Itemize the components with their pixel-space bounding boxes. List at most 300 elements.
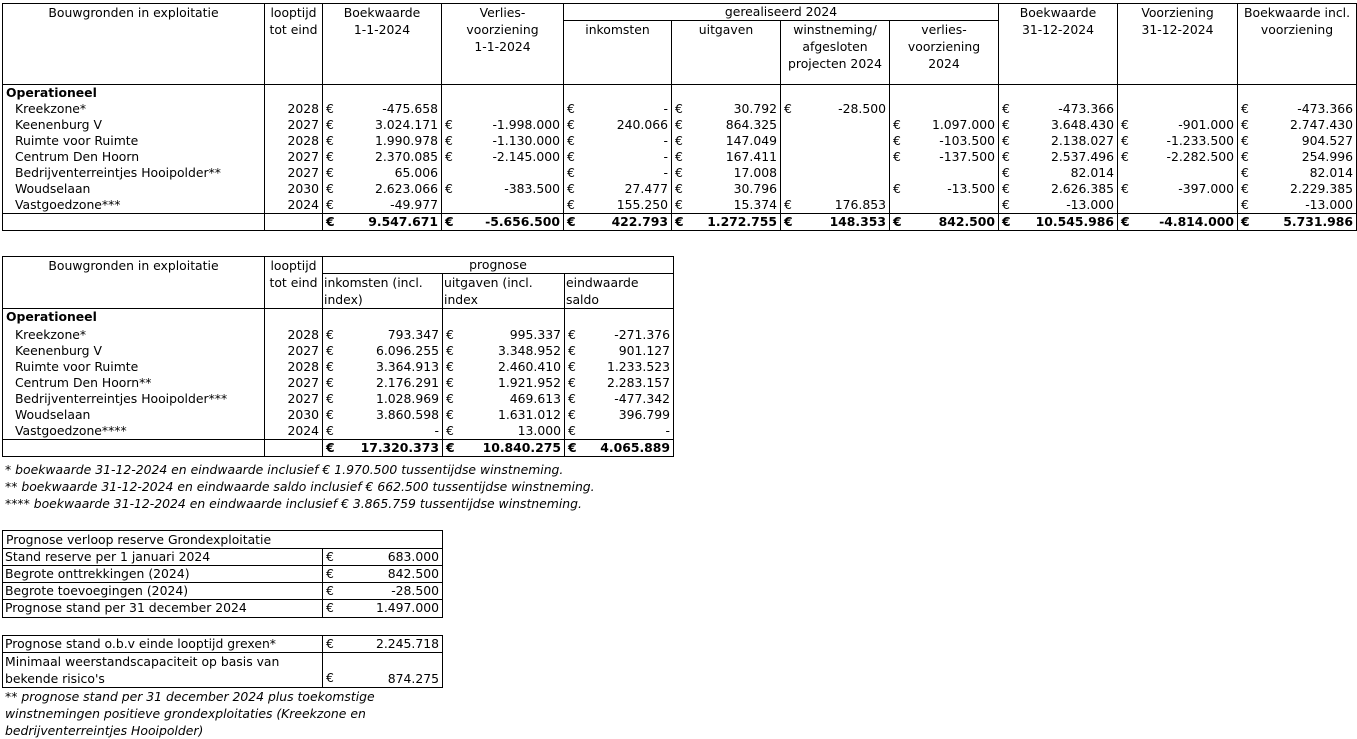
currency-symbol: € [784, 101, 792, 116]
table-prognose [2, 256, 674, 457]
currency-symbol: € [326, 439, 335, 455]
currency-symbol: € [1121, 117, 1129, 132]
footnote-line: ** prognose stand per 31 december 2024 plus toekomstige [5, 689, 375, 704]
header-line: 2024 [928, 56, 960, 71]
amount-value: -477.342 [614, 390, 671, 406]
amount-value: 2.245.718 [375, 636, 439, 651]
project-name: Vastgoedzone**** [3, 423, 265, 440]
looptijd-cell: 2024 [265, 423, 323, 440]
amount-cell [443, 343, 565, 359]
project-name: Centrum Den Hoorn** [3, 375, 265, 391]
header-line: eindwaarde [566, 275, 639, 290]
currency-symbol: € [446, 358, 454, 374]
amount-value: 9.547.671 [368, 214, 438, 229]
amount-value: 147.049 [725, 133, 777, 148]
amount-value: 1.990.978 [374, 133, 438, 148]
amount-cell [564, 214, 672, 231]
empty-cell [1118, 85, 1238, 102]
currency-symbol: € [1241, 101, 1249, 116]
empty-cell [890, 85, 999, 102]
currency-symbol: € [567, 197, 575, 212]
amount-value: 842.500 [387, 566, 440, 581]
table-gerealiseerd-2024 [2, 3, 1357, 231]
amount-cell [565, 343, 674, 359]
amount-cell [781, 214, 890, 231]
currency-symbol: € [1121, 133, 1129, 148]
project-name: Keenenburg V [3, 343, 265, 359]
amount-value: 2.460.410 [497, 358, 561, 374]
group-row [3, 85, 1357, 102]
column-header [442, 4, 564, 85]
header-line: uitgaven (incl. [444, 275, 533, 290]
column-header [265, 257, 323, 309]
column-header [3, 257, 265, 309]
amount-cell [999, 101, 1118, 117]
project-name: Keenenburg V [3, 117, 265, 133]
table-row [3, 391, 674, 407]
table-row [3, 117, 1357, 133]
amount-value: 176.853 [834, 197, 886, 212]
amount-cell [323, 359, 443, 375]
currency-symbol: € [446, 390, 454, 406]
currency-symbol: € [445, 117, 453, 132]
header-line: index [444, 292, 478, 307]
amount-cell [565, 423, 674, 440]
amount-value: -475.658 [382, 101, 438, 116]
project-name: Ruimte voor Ruimte [3, 133, 265, 149]
currency-symbol: € [567, 165, 575, 180]
amount-cell [323, 197, 442, 214]
amount-value: 1.097.000 [931, 117, 996, 132]
currency-symbol: € [675, 133, 683, 148]
footnote-line: bedrijventerreintjes Hooipolder) [5, 723, 204, 738]
amount-cell [323, 133, 442, 149]
amount-value: 10.545.986 [1035, 214, 1115, 229]
amount-value: 995.337 [509, 326, 561, 342]
currency-symbol: € [1241, 165, 1249, 180]
header-line: prognose [469, 257, 527, 272]
amount-cell [564, 181, 672, 197]
currency-symbol: € [568, 374, 576, 390]
currency-symbol: € [1121, 214, 1130, 229]
project-name: Woudselaan [3, 181, 265, 197]
header-line: Bouwgronden in exploitatie [48, 258, 219, 273]
currency-symbol: € [445, 181, 453, 196]
amount-value: - [434, 422, 439, 438]
amount-cell [1238, 181, 1357, 197]
currency-symbol: € [567, 117, 575, 132]
currency-symbol: € [675, 101, 683, 116]
title-row [3, 531, 443, 549]
empty-cell [565, 309, 674, 327]
looptijd-cell: 2027 [265, 149, 323, 165]
amount-value: 2.537.496 [1050, 149, 1115, 164]
header-line: saldo [566, 292, 599, 307]
amount-cell [890, 117, 999, 133]
table-row [3, 181, 1357, 197]
header-line: 31-12-2024 [1022, 22, 1095, 37]
looptijd-cell: 2030 [265, 181, 323, 197]
amount-cell [999, 133, 1118, 149]
amount-cell [1118, 214, 1238, 231]
project-name: Vastgoedzone*** [3, 197, 265, 214]
currency-symbol: € [568, 406, 576, 422]
amount-value: -901.000 [1178, 117, 1235, 132]
amount-cell [999, 214, 1118, 231]
table-title: Prognose verloop reserve Grondexploitatie [3, 531, 443, 549]
currency-symbol: € [893, 149, 901, 164]
amount-value: -271.376 [614, 326, 671, 342]
table-row [3, 407, 674, 423]
header-line: inkomsten [585, 22, 650, 37]
amount-cell [999, 117, 1118, 133]
looptijd-cell: 2027 [265, 165, 323, 181]
amount-value: 82.014 [1309, 165, 1354, 180]
row-label: Stand reserve per 1 januari 2024 [3, 549, 323, 566]
currency-symbol: € [567, 133, 575, 148]
currency-symbol: € [1002, 149, 1010, 164]
currency-symbol: € [568, 439, 577, 455]
currency-symbol: € [326, 406, 334, 422]
currency-symbol: € [568, 342, 576, 358]
header-line: 1-1-2024 [474, 39, 531, 54]
currency-symbol: € [784, 197, 792, 212]
amount-value: 4.065.889 [600, 439, 671, 455]
currency-symbol: € [1241, 149, 1249, 164]
currency-symbol: € [1241, 214, 1250, 229]
column-header [564, 21, 672, 85]
currency-symbol: € [675, 117, 683, 132]
table-row [3, 149, 1357, 165]
currency-symbol: € [1002, 197, 1010, 212]
amount-value: 683.000 [387, 549, 440, 564]
column-header [672, 21, 781, 85]
amount-cell [1118, 197, 1238, 214]
amount-value: 148.353 [829, 214, 886, 229]
amount-cell [1118, 133, 1238, 149]
currency-symbol: € [1002, 214, 1011, 229]
amount-cell [442, 181, 564, 197]
table-row [3, 327, 674, 343]
table-row [3, 583, 443, 600]
amount-value: 1.631.012 [497, 406, 561, 422]
amount-value: 874.275 [387, 671, 439, 686]
amount-value: 167.411 [725, 149, 777, 164]
amount-value: 1.233.523 [606, 358, 671, 374]
header-line: 1-1-2024 [353, 22, 411, 37]
amount-cell [999, 149, 1118, 165]
amount-cell [672, 101, 781, 117]
currency-symbol: € [1241, 181, 1249, 196]
currency-symbol: € [675, 181, 683, 196]
currency-symbol: € [893, 133, 901, 148]
amount-value: 1.921.952 [497, 374, 561, 390]
amount-cell [442, 214, 564, 231]
amount-cell [565, 439, 674, 456]
amount-cell [442, 149, 564, 165]
empty-cell [1238, 85, 1357, 102]
currency-symbol: € [675, 214, 684, 229]
table-row [3, 636, 443, 653]
currency-symbol: € [1121, 181, 1129, 196]
currency-symbol: € [1002, 165, 1010, 180]
currency-symbol: € [675, 149, 683, 164]
amount-cell [781, 197, 890, 214]
header-line: projecten 2024 [788, 56, 882, 71]
project-name: Bedrijventerreintjes Hooipolder** [3, 165, 265, 181]
amount-cell [781, 133, 890, 149]
amount-cell [323, 181, 442, 197]
header-line: tot eind [269, 275, 318, 290]
currency-symbol: € [445, 214, 454, 229]
amount-value: 1.497.000 [375, 600, 440, 615]
currency-symbol: € [1241, 133, 1249, 148]
amount-cell [781, 165, 890, 181]
currency-symbol: € [326, 342, 334, 358]
empty-cell [781, 85, 890, 102]
amount-cell [1238, 149, 1357, 165]
currency-symbol: € [446, 406, 454, 422]
footnote-line: winstnemingen positieve grondexploitaties (Kreekzone en [5, 706, 366, 721]
amount-cell [323, 636, 443, 653]
table-row [3, 165, 1357, 181]
row-label: Begrote onttrekkingen (2024) [3, 566, 323, 583]
amount-cell [323, 101, 442, 117]
table-weerstandscapaciteit [2, 635, 443, 688]
column-header [781, 21, 890, 85]
amount-value: - [663, 165, 668, 180]
column-header [1238, 4, 1357, 85]
currency-symbol: € [675, 197, 683, 212]
amount-cell [781, 149, 890, 165]
empty-cell [265, 214, 323, 231]
currency-symbol: € [567, 214, 576, 229]
amount-value: - [663, 133, 668, 148]
amount-cell [1238, 214, 1357, 231]
amount-cell [323, 149, 442, 165]
amount-cell [323, 549, 443, 566]
amount-value: 82.014 [1070, 165, 1115, 180]
table-row [3, 600, 443, 618]
header-line: index) [324, 292, 363, 307]
amount-value: 1.028.969 [375, 390, 439, 406]
amount-cell [1118, 101, 1238, 117]
looptijd-cell: 2027 [265, 391, 323, 407]
currency-symbol: € [326, 165, 334, 180]
header-line: Bouwgronden in exploitatie [48, 5, 219, 20]
amount-cell [443, 391, 565, 407]
amount-value: -103.500 [939, 133, 996, 148]
header-line: gerealiseerd 2024 [724, 4, 838, 19]
amount-value: 10.840.275 [482, 439, 561, 455]
column-header [890, 21, 999, 85]
amount-value: 3.860.598 [375, 406, 439, 422]
header-line: 31-12-2024 [1141, 22, 1214, 37]
amount-cell [999, 181, 1118, 197]
table-row [3, 566, 443, 583]
amount-value: 27.477 [624, 181, 668, 196]
row-label: Minimaal weerstandscapaciteit op basis van bekende risico's [3, 653, 323, 688]
table-row [3, 133, 1357, 149]
currency-symbol: € [1002, 133, 1010, 148]
amount-cell [672, 181, 781, 197]
looptijd-cell: 2027 [265, 117, 323, 133]
currency-symbol: € [1002, 117, 1010, 132]
amount-cell [442, 117, 564, 133]
header-line: inkomsten (incl. [324, 275, 423, 290]
amount-value: 13.000 [517, 422, 561, 438]
table-row [3, 359, 674, 375]
header-line: Boekwaarde incl. [1244, 5, 1351, 20]
amount-value: -5.656.500 [485, 214, 560, 229]
amount-cell [1238, 133, 1357, 149]
currency-symbol: € [893, 214, 902, 229]
amount-cell [323, 600, 443, 618]
empty-cell [564, 85, 672, 102]
amount-cell [890, 101, 999, 117]
amount-value: -1.233.500 [1166, 133, 1235, 148]
currency-symbol: € [1002, 101, 1010, 116]
amount-cell [672, 165, 781, 181]
amount-cell [442, 197, 564, 214]
amount-value: 30.792 [733, 101, 777, 116]
currency-symbol: € [326, 181, 334, 196]
header-line: Boekwaarde [1019, 5, 1097, 20]
currency-symbol: € [326, 326, 334, 342]
amount-value: -383.500 [504, 181, 560, 196]
currency-symbol: € [1121, 149, 1129, 164]
header-line: Boekwaarde [343, 5, 421, 20]
amount-cell [564, 165, 672, 181]
header-line: winstneming/ [793, 22, 877, 37]
currency-symbol: € [326, 101, 334, 116]
amount-cell [565, 391, 674, 407]
amount-cell [781, 117, 890, 133]
amount-cell [323, 165, 442, 181]
currency-symbol: € [326, 670, 334, 685]
currency-symbol: € [326, 390, 334, 406]
amount-cell [672, 214, 781, 231]
amount-cell [781, 101, 890, 117]
currency-symbol: € [446, 374, 454, 390]
amount-value: 3.364.913 [375, 358, 439, 374]
amount-cell [443, 375, 565, 391]
amount-value: -137.500 [939, 149, 996, 164]
project-name: Ruimte voor Ruimte [3, 359, 265, 375]
looptijd-cell: 2028 [265, 327, 323, 343]
amount-cell [672, 197, 781, 214]
looptijd-cell: 2030 [265, 407, 323, 423]
amount-cell [443, 327, 565, 343]
currency-symbol: € [784, 214, 793, 229]
project-name: Woudselaan [3, 407, 265, 423]
amount-cell [443, 439, 565, 456]
currency-symbol: € [567, 181, 575, 196]
header-line: verlies- [921, 22, 967, 37]
currency-symbol: € [326, 374, 334, 390]
header-line: tot eind [269, 22, 318, 37]
header-line: voorziening [907, 39, 981, 54]
amount-cell [323, 653, 443, 688]
looptijd-cell: 2027 [265, 375, 323, 391]
amount-cell [890, 133, 999, 149]
header-line: Verlies- [479, 5, 526, 20]
amount-cell [323, 214, 442, 231]
currency-symbol: € [326, 214, 335, 229]
currency-symbol: € [326, 149, 334, 164]
table-row [3, 653, 443, 688]
amount-cell [442, 133, 564, 149]
amount-cell [323, 327, 443, 343]
amount-value: -2.145.000 [492, 149, 560, 164]
empty-cell [265, 85, 323, 102]
amount-value: 901.127 [618, 342, 671, 358]
amount-cell [890, 181, 999, 197]
currency-symbol: € [1241, 197, 1249, 212]
amount-cell [1118, 117, 1238, 133]
total-row [3, 439, 674, 456]
row-label: Prognose stand per 31 december 2024 [3, 600, 323, 618]
amount-cell [1118, 165, 1238, 181]
amount-cell [1238, 197, 1357, 214]
amount-value: 842.500 [938, 214, 996, 229]
amount-value: - [663, 101, 668, 116]
amount-cell [443, 359, 565, 375]
header-line: voorziening [1260, 22, 1334, 37]
total-row [3, 214, 1357, 231]
amount-value: 422.793 [611, 214, 668, 229]
currency-symbol: € [446, 422, 454, 438]
amount-cell [672, 149, 781, 165]
amount-cell [1118, 149, 1238, 165]
group-label: Operationeel [3, 309, 265, 327]
column-header [3, 4, 265, 85]
table-row [3, 197, 1357, 214]
amount-cell [443, 423, 565, 440]
amount-cell [565, 327, 674, 343]
amount-cell [323, 391, 443, 407]
amount-cell [323, 566, 443, 583]
empty-cell [442, 85, 564, 102]
amount-cell [323, 117, 442, 133]
header-row [3, 257, 674, 274]
amount-value: -13.000 [1305, 197, 1354, 212]
amount-value: 469.613 [509, 390, 561, 406]
amount-cell [890, 197, 999, 214]
amount-cell [323, 439, 443, 456]
currency-symbol: € [446, 342, 454, 358]
amount-value: 3.024.171 [374, 117, 438, 132]
empty-cell [443, 309, 565, 327]
looptijd-cell: 2024 [265, 197, 323, 214]
amount-value: -1.998.000 [492, 117, 560, 132]
currency-symbol: € [445, 133, 453, 148]
amount-cell [564, 133, 672, 149]
amount-value: 17.320.373 [360, 439, 439, 455]
amount-value: 254.996 [1301, 149, 1354, 164]
empty-cell [323, 85, 442, 102]
column-header [323, 257, 674, 274]
amount-cell [564, 101, 672, 117]
currency-symbol: € [326, 549, 334, 564]
amount-cell [1238, 165, 1357, 181]
group-row [3, 309, 674, 327]
amount-value: 2.138.027 [1050, 133, 1115, 148]
header-line: voorziening [466, 22, 539, 37]
amount-value: -49.977 [390, 197, 438, 212]
table-row [3, 375, 674, 391]
amount-value: - [665, 422, 671, 438]
